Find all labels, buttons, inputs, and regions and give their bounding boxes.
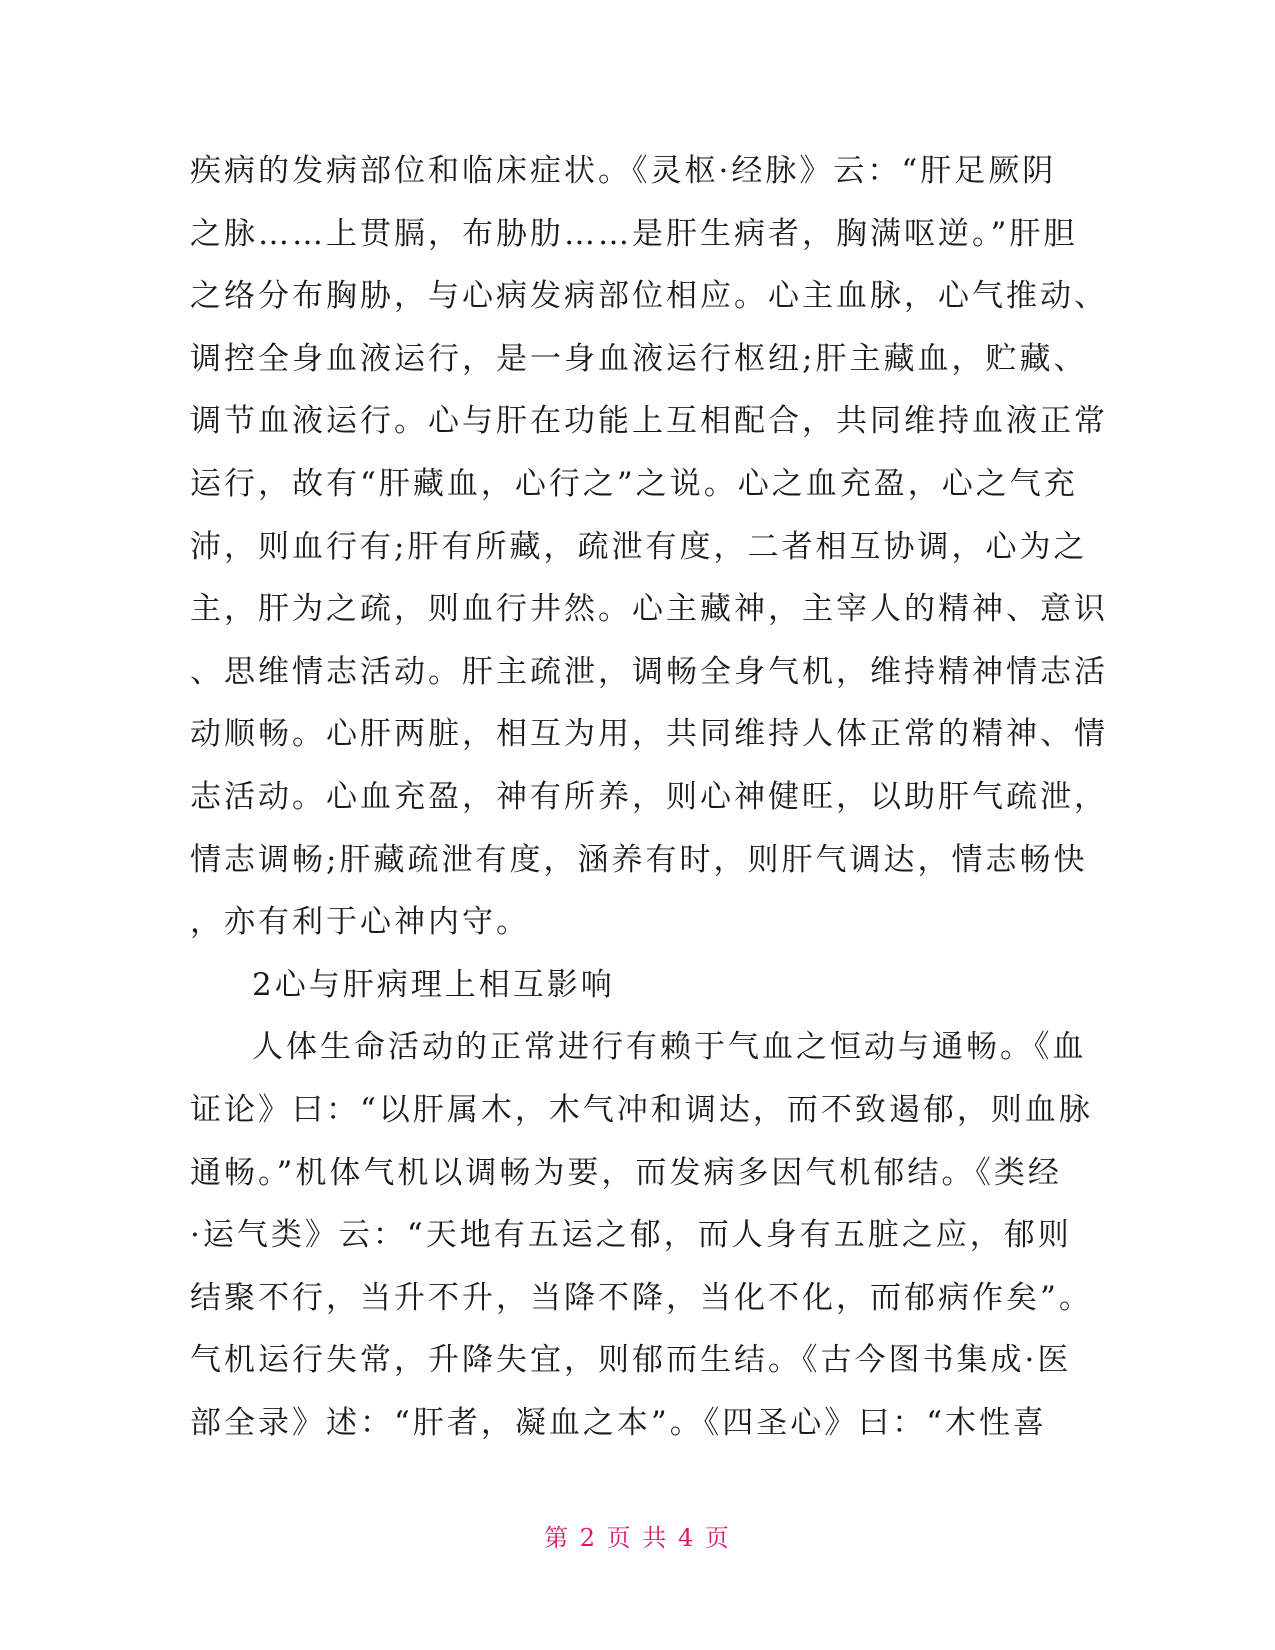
page-number-footer: 第 2 页 共 4 页 bbox=[544, 1524, 731, 1552]
text-line: 调节血液运行。心与肝在功能上互相配合，共同维持血液正常 bbox=[190, 403, 1108, 440]
text-line: 动顺畅。心肝两脏，相互为用，共同维持人体正常的精神、情 bbox=[190, 716, 1108, 753]
paragraph-first-line: 人体生命活动的正常进行有赖于气血之恒动与通畅。《血 bbox=[252, 1029, 1087, 1066]
text-line: 调控全身血液运行，是一身血液运行枢纽;肝主藏血，贮藏、 bbox=[190, 340, 1088, 377]
text-line: 运行，故有“肝藏血，心行之”之说。心之血充盈，心之气充 bbox=[190, 465, 1078, 502]
text-line: 、思维情志活动。肝主疏泄，调畅全身气机，维持精神情志活 bbox=[190, 653, 1108, 690]
section-heading: 2心与肝病理上相互影响 bbox=[252, 966, 615, 1003]
text-line: 之脉……上贯膈，布胁肋……是肝生病者，胸满呕逆。”肝胆 bbox=[190, 215, 1078, 252]
text-line: 之络分布胸胁，与心病发病部位相应。心主血脉，心气推动、 bbox=[190, 278, 1108, 315]
text-line: 志活动。心血充盈，神有所养，则心神健旺，以助肝气疏泄， bbox=[190, 778, 1108, 815]
text-line: 结聚不行，当升不升，当降不降，当化不化，而郁病作矣”。 bbox=[190, 1279, 1093, 1316]
text-line: 部全录》述：“肝者，凝血之本”。《四圣心》曰：“木性喜 bbox=[190, 1404, 1048, 1441]
text-line: 通畅。”机体气机以调畅为要，而发病多因气机郁结。《类经 bbox=[190, 1154, 1062, 1191]
text-line: 证论》曰：“以肝属木，木气冲和调达，而不致遏郁，则血脉 bbox=[190, 1091, 1093, 1128]
text-line: 情志调畅;肝藏疏泄有度，涵养有时，则肝气调达，情志畅快 bbox=[190, 841, 1088, 878]
text-line: ，亦有利于心神内守。 bbox=[190, 904, 530, 941]
document-body bbox=[190, 140, 1108, 1454]
text-line: 气机运行失常，升降失宜，则郁而生结。《古今图书集成·医 bbox=[190, 1342, 1072, 1379]
text-line: ·运气类》云：“天地有五运之郁，而人身有五脏之应，郁则 bbox=[190, 1217, 1072, 1254]
text-line: 疾病的发病部位和临床症状。《灵枢·经脉》云：“肝足厥阴 bbox=[190, 153, 1057, 189]
text-line: 主，肝为之疏，则血行井然。心主藏神，主宰人的精神、意识 bbox=[190, 591, 1108, 628]
text-line: 沛，则血行有;肝有所藏，疏泄有度，二者相互协调，心为之 bbox=[190, 528, 1088, 565]
